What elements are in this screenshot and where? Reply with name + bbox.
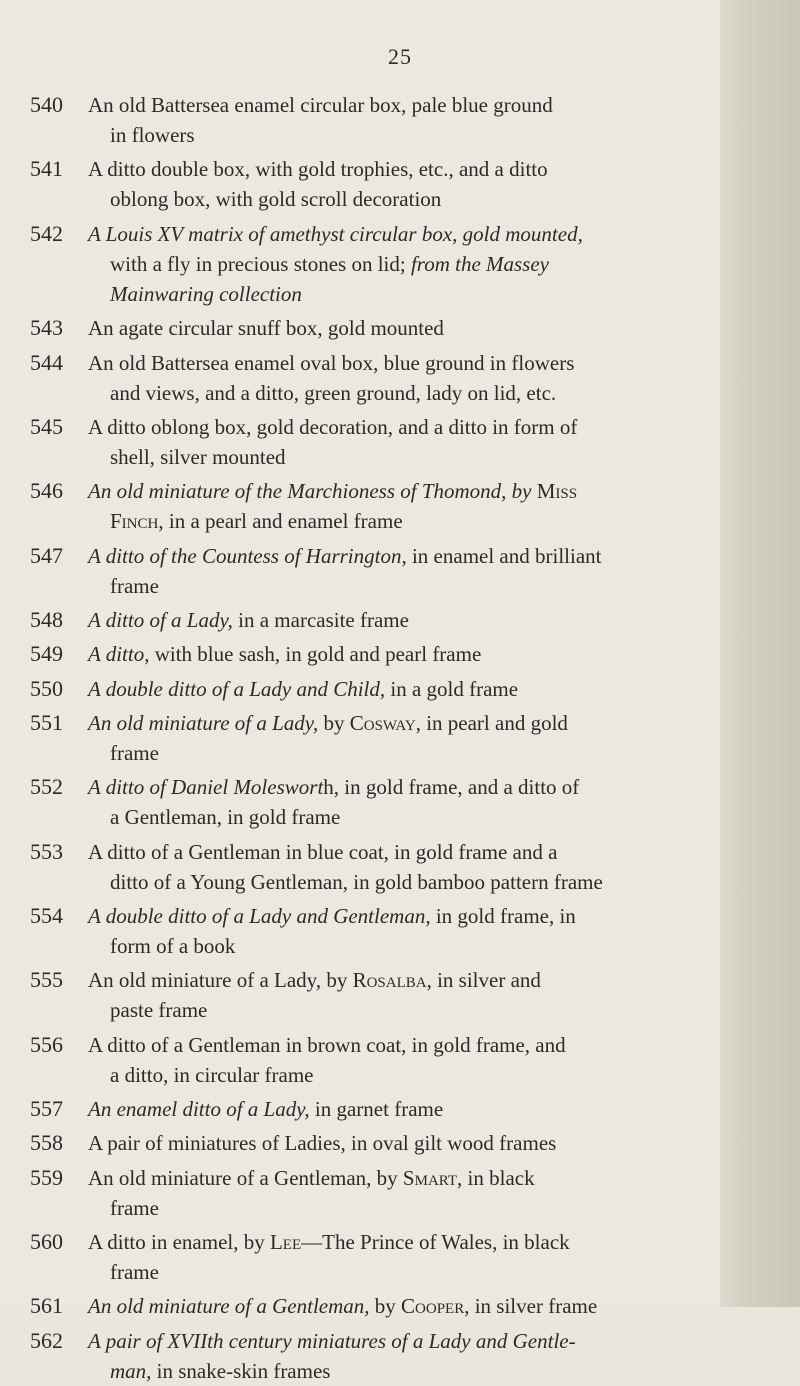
lot-number: 562 [30,1327,63,1353]
lot-text-run: Cosway [349,710,416,735]
lot-number: 559 [30,1164,63,1190]
lot-text-run: An old miniature of a Gentleman, by [88,1165,403,1190]
lot-description-line [88,1227,710,1257]
lot-description-line [88,1193,710,1223]
lot-text-run: , in pearl and gold [415,710,568,735]
lot-text-run: Cooper [401,1294,465,1319]
lot-description-line [88,571,710,601]
lot-description-line [88,313,710,343]
lot-text-run: A double ditto of a Lady and Child, [88,676,386,701]
lot-text-run: An old miniature of the Marchioness of Thomond, by [88,479,537,504]
lot-description [88,605,710,635]
lot-text-run: A pair of miniatures of Ladies, in oval gilt wood frames [88,1131,557,1156]
lot-description-line [88,1291,710,1321]
lot-description-line [88,506,710,536]
lot-description [88,313,710,343]
lot-description [88,901,710,961]
lot-text-run: A ditto of a Gentleman in brown coat, in gold frame, and [88,1032,566,1057]
lot-text-run: by [369,1294,402,1319]
lot-text-run: An old miniature of a Gentleman, [88,1294,370,1319]
lot-text-run: —The Prince of Wales, in black [301,1230,570,1254]
lot-text-run: Rosalba [352,968,427,993]
lot-text-run: shell, silver mounted [110,445,286,469]
lot-number: 542 [30,220,63,246]
lot-number: 548 [30,607,63,633]
lot-description-line [88,1257,710,1287]
lot-description-line [88,476,710,506]
lot-text-run: A ditto double box, with gold trophies, etc., and a ditto [88,157,548,182]
lot-description-line [88,674,710,704]
lot-text-run: frame [110,573,159,598]
lot-text-run: Miss [536,479,578,504]
lot-description-line [88,901,710,931]
lot-description-line [88,249,710,279]
lot-description-line [88,541,710,571]
lot-text-run: oblong box, with gold scroll decoration [110,187,442,212]
lot-text-run: Finch [110,509,159,534]
lot-number: 551 [30,709,63,735]
lot-text-run: An agate circular snuff box, gold mounted [88,316,444,341]
lot-description-line [88,1060,710,1090]
lot-description [88,772,710,832]
lot-description [88,674,710,704]
lot-text-run: in snake-skin frames [151,1358,331,1383]
lot-text-run: from the Massey [410,251,549,276]
lot-description-line [88,708,710,738]
lot-number: 555 [30,967,63,993]
lot-text-run: A ditto in enamel, by [88,1230,270,1254]
lot-description-line [88,120,710,150]
lot-number: 560 [30,1229,63,1254]
lot-text-run: A Louis XV matrix of amethyst circular box, gold mounted, [88,221,583,246]
lot-description [88,1227,710,1287]
lot-text-run: , in silver and [426,968,541,993]
lot-description [88,1291,710,1321]
lot-text-run: , in a pearl and enamel frame [158,509,403,534]
lot-text-run: Lee [269,1230,302,1254]
lot-text-run: An old Battersea enamel circular box, pale blue ground [88,93,553,117]
lot-number: 546 [30,478,63,504]
lot-description [88,1030,710,1090]
lot-description [88,965,710,1025]
lot-number: 547 [30,542,63,568]
lot-text-run: ditto of a Young Gentleman, in gold bamboo pattern frame [110,869,603,894]
lot-text-run: man, [110,1358,152,1383]
lot-text-run: with a fly in precious stones on lid; [110,251,411,276]
lot-description-line [88,1326,710,1356]
lot-text-run: Smart [402,1165,458,1190]
lot-description [88,541,710,601]
lot-description [88,476,710,536]
lot-text-run: An old Battersea enamel oval box, blue ground in flowers [88,350,575,375]
lot-description-line [88,348,710,378]
lot-number: 543 [30,315,63,341]
lot-description-line [88,279,710,309]
lot-number: 553 [30,838,63,864]
lot-description [88,412,710,472]
lot-text-run: A ditto of a Gentleman in blue coat, in gold frame and a [88,839,558,864]
lot-text-run: by [318,710,350,735]
lot-description-line [88,1163,710,1193]
lot-text-run: Mainwaring collection [110,281,302,306]
lot-description-line [88,1094,710,1124]
lot-number: 540 [30,92,63,117]
lot-text-run: An old miniature of a Lady, [88,710,319,735]
lot-description-line [88,442,710,472]
lot-description [88,219,710,309]
lot-text-run: A double ditto of a Lady and Gentleman, [88,904,431,928]
lot-description [88,1128,710,1158]
lot-text-run: in a marcasite frame [232,608,409,633]
lot-text-run: frame [110,1195,159,1220]
lot-text-run: form of a book [110,934,236,958]
lot-number: 552 [30,774,63,800]
lot-text-run: , in silver frame [464,1294,598,1319]
lot-number: 541 [30,156,63,182]
lot-description-line [88,867,710,897]
lot-description-line [88,772,710,802]
lot-description-line [88,1128,710,1158]
lot-description-line [88,1356,710,1386]
lot-number: 545 [30,414,63,439]
lot-text-run: in garnet frame [309,1097,444,1122]
lot-description [88,1326,710,1386]
lot-description [88,837,710,897]
lot-number: 557 [30,1096,63,1122]
lot-text-run: paste frame [110,998,208,1023]
lot-text-run: An old miniature of a Lady, by [88,968,353,993]
lot-text-run: frame [110,1260,159,1284]
lot-text-run: in gold frame, in [430,904,576,928]
lot-description [88,348,710,408]
lot-text-run: with blue sash, in gold and pearl frame [149,642,482,667]
lot-number: 554 [30,903,63,928]
lot-text-run: in a gold frame [385,676,519,701]
lot-description [88,90,710,150]
lot-text-run: A ditto of Daniel Moleswort [88,775,324,800]
lot-text-run: h, in gold frame, and a ditto of [323,775,580,800]
lot-description-line [88,802,710,832]
lot-description-line [88,154,710,184]
lot-description [88,708,710,768]
lot-description-line [88,639,710,669]
lot-text-run: A ditto, [88,642,150,667]
lot-text-run: , in black [457,1165,535,1190]
lot-number: 556 [30,1031,63,1057]
lot-text-run: a Gentleman, in gold frame [110,805,341,830]
lot-description-line [88,412,710,442]
lot-description-line [88,965,710,995]
lot-text-run: A ditto of a Lady, [88,608,233,633]
lot-text-run: in flowers [110,123,195,147]
lot-number: 544 [30,349,63,375]
lot-number: 549 [30,641,63,667]
lot-text-run: in enamel and brilliant [406,543,602,568]
lot-description [88,154,710,214]
lot-description-line [88,378,710,408]
lot-text-run: and views, and a ditto, green ground, lady on lid, etc. [110,380,557,405]
lot-description-line [88,1030,710,1060]
lot-description-line [88,219,710,249]
lot-number: 558 [30,1130,63,1156]
lot-description-line [88,605,710,635]
lot-text-run: A ditto of the Countess of Harrington, [88,543,407,568]
lot-text-run: A pair of XVIIth century miniatures of a Lady and Gentle- [88,1328,576,1353]
lot-number: 550 [30,675,63,701]
page-number: 25 [388,44,412,69]
lot-description-line [88,995,710,1025]
lot-description-line [88,837,710,867]
lot-description [88,1094,710,1124]
lot-text-run: frame [110,740,159,765]
lot-description [88,1163,710,1223]
lot-description-line [88,184,710,214]
lot-text-run: a ditto, in circular frame [110,1062,314,1087]
lot-text-run: A ditto oblong box, gold decoration, and a ditto in form of [88,415,578,439]
lot-description-line [88,738,710,768]
lot-description-line [88,931,710,961]
lot-number: 561 [30,1293,63,1319]
lot-text-run: An enamel ditto of a Lady, [88,1097,310,1122]
lot-description [88,639,710,669]
book-gutter [720,0,800,1307]
lot-description-line [88,90,710,120]
